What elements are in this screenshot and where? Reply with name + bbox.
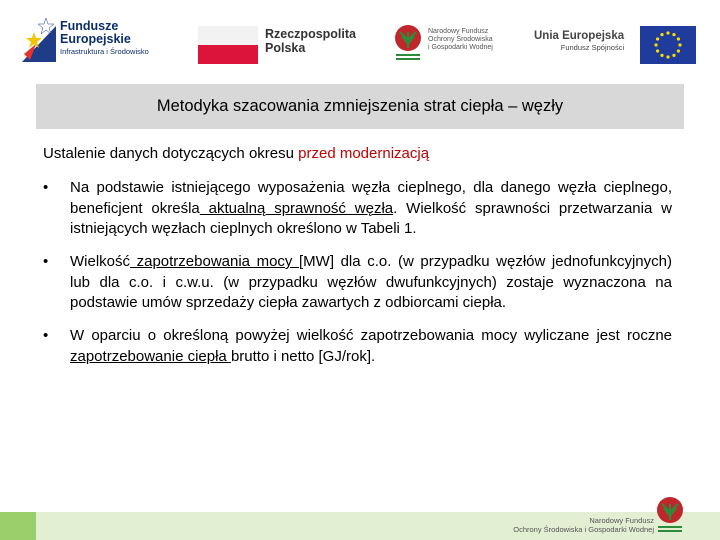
nf-logo-text (428, 28, 493, 52)
bullet-list (43, 178, 672, 380)
eu-funds-logo-text (60, 20, 149, 57)
nfosigw-emblem-icon (392, 24, 424, 64)
nf-line1: Narodowy Fundusz (428, 28, 489, 35)
bullet-dot: • (43, 327, 49, 344)
nf-line2: Ochrony Środowiska (428, 36, 493, 43)
subtitle-text: Ustalenie danych dotyczących okresu (43, 145, 294, 162)
bullet-text: Wielkość (70, 253, 131, 270)
bullet-item (43, 252, 672, 314)
bullet-underlined: zapotrzebowania mocy (130, 253, 300, 270)
bullet-underlined: zapotrzebowanie ciepła (70, 347, 231, 365)
logo-bar (0, 0, 720, 80)
fe-line1: Fundusze (60, 19, 119, 33)
title-banner (36, 84, 684, 129)
nfosigw-emblem-icon (652, 496, 688, 536)
eu-flag-icon (640, 26, 696, 64)
bullet-text: Na podstawie istniejącego wyposażenia węzła cieplnego, dla danego węzła cieplnego, beneficjent określa (70, 179, 672, 217)
rp-line2: Polska (265, 41, 306, 55)
page-title: Metodyka szacowania zmniejszenia strat ciepła – węzły (156, 97, 564, 115)
bullet-text: [MW] dla c.o. (w przypadku węzłów jednofunkcyjnych) lub dla c.o. i c.w.u. (w przypadku węzłów dwufunkcyjnych) zostaje wyznaczona na podstawie umów sprzedaży ciepła zawartych z odbiorcami ciepła. (70, 253, 672, 311)
section-subtitle (43, 145, 429, 162)
footer-line1: Narodowy Fundusz (589, 516, 654, 525)
fe-line2: Europejskie (60, 32, 131, 46)
bullet-underlined: aktualną sprawność węzła (199, 199, 394, 217)
bullet-text: W oparciu o określoną powyżej wielkość zapotrzebowania mocy wyliczane jest roczne (70, 327, 672, 344)
bullet-text: . Wielkość sprawności przetwarzania w istniejących węzłach cieplnych określono w Tabeli 1. (70, 199, 673, 237)
ue-line2: Fundusz Spójności (560, 43, 625, 52)
bullet-dot: • (43, 179, 49, 196)
ue-line1: Unia Europejska (534, 30, 625, 42)
nf-line3: i Gospodarki Wodnej (428, 44, 493, 51)
bullet-item (43, 326, 672, 367)
footer-line2: Ochrony Środowiska i Gospodarki Wodnej (513, 525, 654, 534)
footer-logo-text (486, 516, 654, 534)
rp-logo-text (265, 27, 356, 55)
eu-logo-text (534, 30, 624, 53)
bullet-dot: • (43, 253, 49, 270)
bullet-item (43, 178, 672, 240)
fe-line3: Infrastruktura i Środowisko (60, 47, 149, 56)
bullet-text: brutto i netto [GJ/rok]. (230, 347, 376, 365)
footer-accent (0, 512, 36, 540)
polish-flag-icon (198, 26, 258, 64)
eu-funds-star-icon (22, 18, 56, 62)
subtitle-highlight: przed modernizacją (298, 145, 430, 162)
rp-line1: Rzeczpospolita (265, 27, 356, 41)
